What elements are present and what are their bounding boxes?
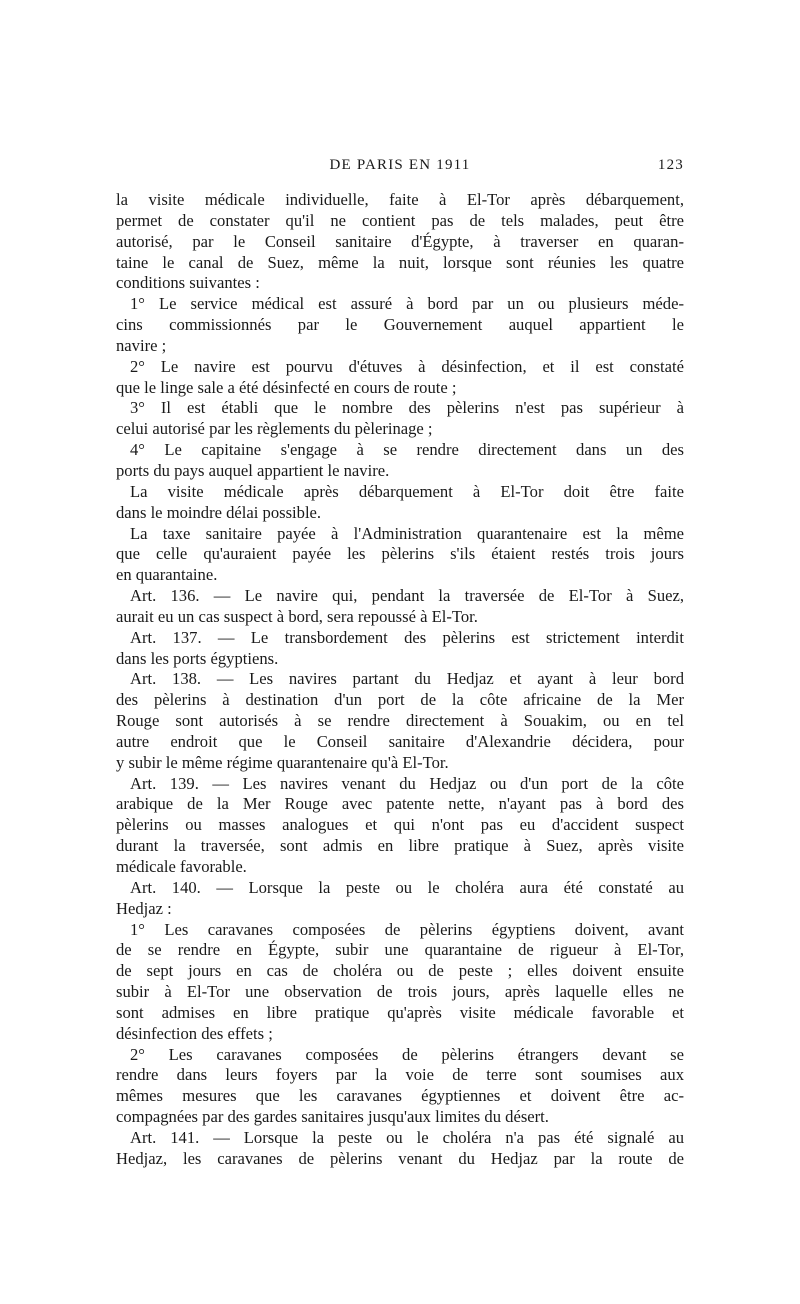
text-line: la visite médicale individuelle, faite à El-Tor après débarquement, xyxy=(116,190,684,209)
paragraph xyxy=(116,294,684,357)
text-line: compagnées par des gardes sanitaires jusqu'aux limites du désert. xyxy=(116,1107,549,1127)
text-line: navire ; xyxy=(116,335,167,355)
text-line: en quarantaine. xyxy=(116,565,218,585)
text-line: aurait eu un cas suspect à bord, sera repoussé à El-Tor. xyxy=(116,606,478,626)
paragraph xyxy=(116,878,684,920)
text-line: dans les ports égyptiens. xyxy=(116,648,279,668)
paragraph xyxy=(116,440,684,482)
text-line: sont admises en libre pratique qu'après visite médicale favorable et xyxy=(116,1002,684,1022)
running-title: DE PARIS EN 1911 xyxy=(329,157,471,173)
text-line: Art. 137. — Le transbordement des pèlerins est strictement interdit xyxy=(130,627,684,647)
text-line: Art. 139. — Les navires venant du Hedjaz ou d'un port de la côte xyxy=(130,773,684,793)
text-line: y subir le même régime quarantenaire qu'à El-Tor. xyxy=(116,752,449,772)
text-line: que le linge sale a été désinfecté en cours de route ; xyxy=(116,377,457,397)
text-line: Art. 141. — Lorsque la peste ou le choléra n'a pas été signalé au xyxy=(130,1127,684,1147)
text-line: celui autorisé par les règlements du pèlerinage ; xyxy=(116,419,433,439)
paragraph xyxy=(116,190,684,294)
text-line: autre endroit que le Conseil sanitaire d'Alexandrie décidera, pour xyxy=(116,731,684,751)
text-line: La visite médicale après débarquement à El-Tor doit être faite xyxy=(130,481,684,501)
text-line: des pèlerins à destination d'un port de la côte africaine de la Mer xyxy=(116,690,684,710)
paragraph xyxy=(116,357,684,399)
text-line: pèlerins ou masses analogues et qui n'ont pas eu d'accident suspect xyxy=(116,815,684,835)
text-line: 1° Le service médical est assuré à bord par un ou plusieurs méde- xyxy=(130,294,684,314)
paragraph xyxy=(116,774,684,878)
text-line: que celle qu'auraient payée les pèlerins s'ils étaient restés trois jours xyxy=(116,544,684,564)
text-line: dans le moindre délai possible. xyxy=(116,502,322,522)
text-line: Art. 136. — Le navire qui, pendant la traversée de El-Tor à Suez, xyxy=(130,586,684,606)
paragraph xyxy=(116,628,684,670)
text-line: conditions suivantes : xyxy=(116,273,260,293)
text-line: arabique de la Mer Rouge avec patente nette, n'ayant pas à bord des xyxy=(116,794,684,814)
text-line: Hedjaz, les caravanes de pèlerins venant du Hedjaz par la route de xyxy=(116,1148,684,1168)
paragraph xyxy=(116,920,684,1045)
paragraph xyxy=(116,398,684,440)
text-line: mêmes mesures que les caravanes égyptiennes et doivent être ac- xyxy=(116,1086,684,1106)
text-line: 4° Le capitaine s'engage à se rendre directement dans un des xyxy=(130,440,684,460)
text-line: 3° Il est établi que le nombre des pèlerins n'est pas supérieur à xyxy=(130,398,684,418)
running-head xyxy=(116,157,684,179)
text-line: Art. 138. — Les navires partant du Hedjaz et ayant à leur bord xyxy=(130,669,684,689)
text-line: de se rendre en Égypte, subir une quarantaine de rigueur à El-Tor, xyxy=(116,940,684,960)
text-line: Art. 140. — Lorsque la peste ou le choléra aura été constaté au xyxy=(130,877,684,897)
text-line: taine le canal de Suez, même la nuit, lorsque sont réunies les quatre xyxy=(116,252,684,272)
text-line: permet de constater qu'il ne contient pas de tels malades, peut être xyxy=(116,210,684,230)
paragraph xyxy=(116,1128,684,1170)
text-line: durant la traversée, sont admis en libre pratique à Suez, après visite xyxy=(116,836,684,856)
page-number: 123 xyxy=(657,157,684,173)
paragraph xyxy=(116,1045,684,1128)
text-line: Hedjaz : xyxy=(116,898,172,918)
text-line: rendre dans leurs foyers par la voie de terre sont soumises aux xyxy=(116,1065,684,1085)
text-line: La taxe sanitaire payée à l'Administration quarantenaire est la même xyxy=(130,523,684,543)
paragraph xyxy=(116,669,684,773)
text-line: 2° Les caravanes composées de pèlerins étrangers devant se xyxy=(130,1044,684,1064)
paragraph xyxy=(116,482,684,524)
text-line: désinfection des effets ; xyxy=(116,1023,273,1043)
text-line: Rouge sont autorisés à se rendre directement à Souakim, ou en tel xyxy=(116,711,684,731)
paragraph xyxy=(116,524,684,587)
text-line: 1° Les caravanes composées de pèlerins égyptiens doivent, avant xyxy=(130,919,684,939)
text-line: de sept jours en cas de choléra ou de peste ; elles doivent ensuite xyxy=(116,961,684,981)
text-line: ports du pays auquel appartient le navire. xyxy=(116,460,390,480)
text-line: 2° Le navire est pourvu d'étuves à désinfection, et il est constaté xyxy=(130,356,684,376)
paragraph xyxy=(116,586,684,628)
text-line: cins commissionnés par le Gouvernement auquel appartient le xyxy=(116,315,684,335)
body-text xyxy=(116,190,684,1170)
text-line: médicale favorable. xyxy=(116,857,247,876)
text-line: subir à El-Tor une observation de trois jours, après laquelle elles ne xyxy=(116,982,684,1002)
text-line: autorisé, par le Conseil sanitaire d'Égypte, à traverser en quaran- xyxy=(116,231,684,251)
